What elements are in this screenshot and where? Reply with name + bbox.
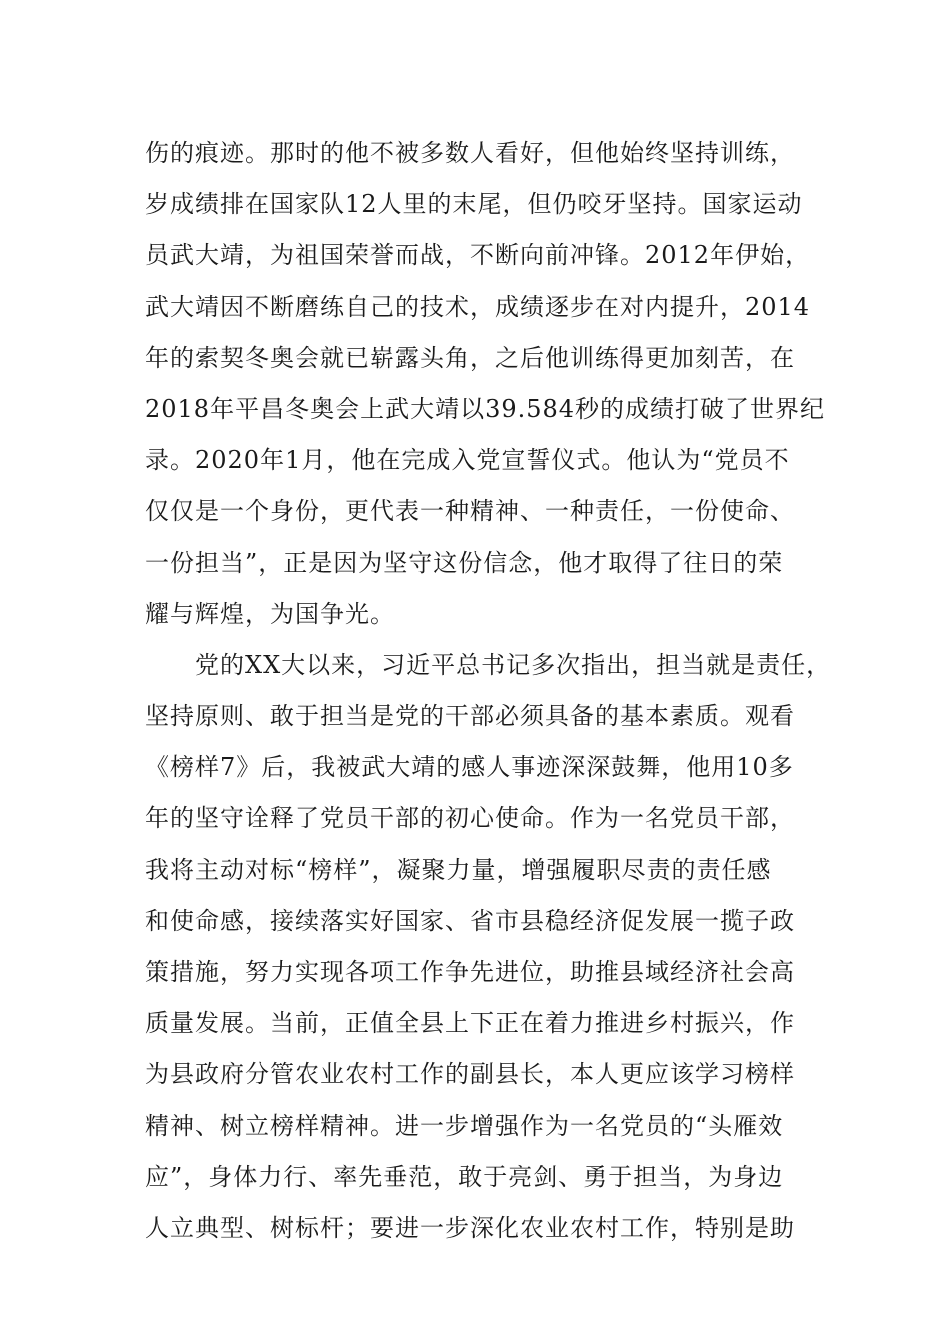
text-line: 精神、树立榜样精神。进一步增强作为一名党员的“头雁效: [145, 1111, 784, 1140]
text-line: 质量发展。当前，正值全县上下正在着力推进乡村振兴，作: [145, 1009, 795, 1038]
text-line: 员武大靖，为祖国荣誉而战，不断向前冲锋。2012年伊始，: [145, 241, 811, 270]
text-line: 年的索契冬奥会就已崭露头角，之后他训练得更加刻苦，在: [145, 343, 795, 372]
text-line: 武大靖因不断磨练自己的技术，成绩逐步在对内提升，2014: [145, 292, 811, 321]
text-line: 录。2020年1月，他在完成入党宣誓仪式。他认为“党员不: [145, 446, 790, 475]
body-text: [145, 128, 832, 1254]
text-line: 策措施，努力实现各项工作争先进位，助推县域经济社会高: [145, 958, 795, 986]
text-line: 和使命感，接续落实好国家、省市县稳经济促发展一揽子政: [145, 906, 795, 935]
text-line: 年的坚守诠释了党员干部的初心使命。作为一名党员干部，: [145, 804, 795, 833]
text-line: 耀与辉煌，为国争光。: [145, 599, 395, 628]
text-line: 应”，身体力行、率先垂范，敢于亮剑、勇于担当，为身边: [145, 1162, 784, 1191]
text-line: 仅仅是一个身份，更代表一种精神、一种责任，一份使命、: [145, 497, 795, 526]
text-line: 岁成绩排在国家队12人里的末尾，但仍咬牙坚持。国家运动: [145, 190, 803, 219]
paragraph-first-line: 党的XX大以来，习近平总书记多次指出，担当就是责任，: [195, 650, 832, 679]
text-line: 我将主动对标“榜样”，凝聚力量，增强履职尽责的责任感: [145, 855, 772, 884]
text-line: 2018年平昌冬奥会上武大靖以39.584秒的成绩打破了世界纪: [145, 394, 826, 423]
text-line: 坚持原则、敢于担当是党的干部必须具备的基本素质。观看: [145, 702, 795, 731]
text-line: 伤的痕迹。那时的他不被多数人看好，但他始终坚持训练，: [145, 139, 795, 167]
text-line: 为县政府分管农业农村工作的副县长，本人更应该学习榜样: [145, 1060, 795, 1089]
text-line: 《榜样7》后，我被武大靖的感人事迹深深鼓舞，他用10多: [145, 753, 794, 782]
text-line: 一份担当”，正是因为坚守这份信念，他才取得了往日的荣: [145, 548, 784, 577]
text-line: 人立典型、树标杆；要进一步深化农业农村工作，特别是助: [145, 1213, 795, 1242]
